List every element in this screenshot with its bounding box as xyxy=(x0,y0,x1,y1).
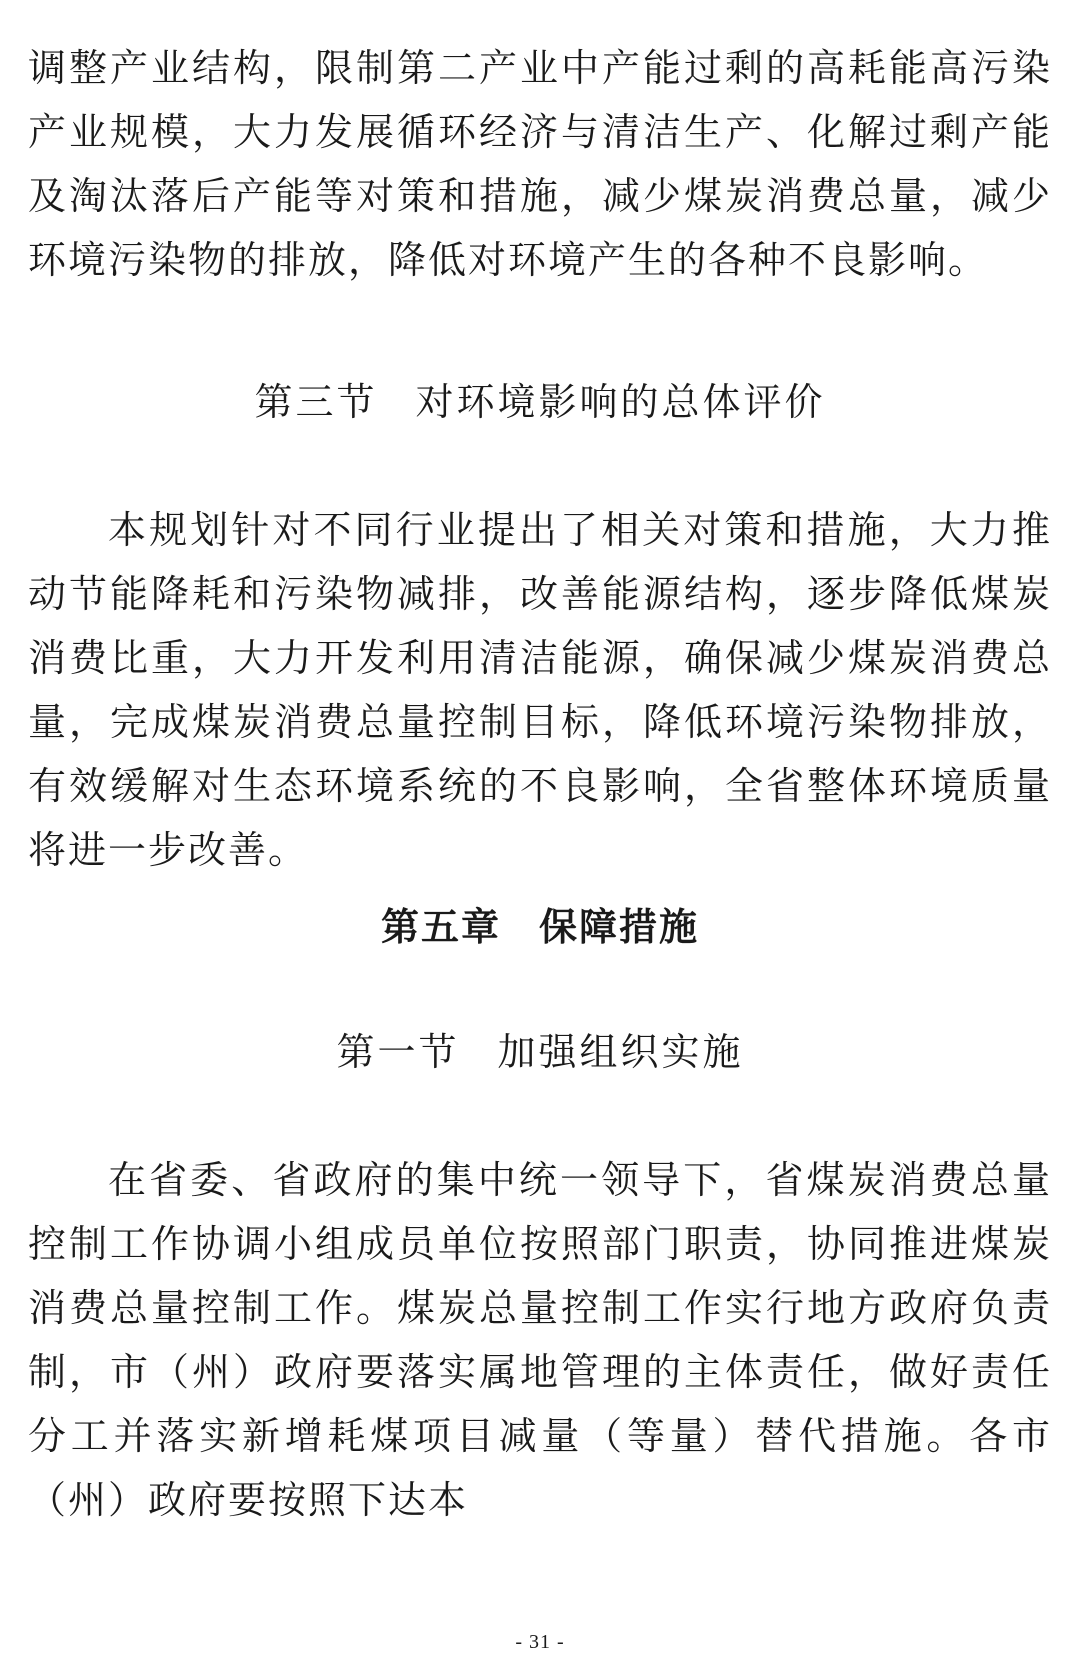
section-title: 加强组织实施 xyxy=(497,1030,744,1074)
paragraph-organization xyxy=(28,1148,1052,1532)
section-heading-1 xyxy=(0,1020,1080,1084)
paragraph-environment-evaluation xyxy=(28,498,1052,882)
section-title: 对环境影响的总体评价 xyxy=(415,380,826,424)
paragraph-text: 在省委、省政府的集中统一领导下，省煤炭消费总量控制工作协调小组成员单位按照部门职责，协同推进煤炭消费总量控制工作。煤炭总量控制工作实行地方政府负责制，市（州）政府要落实属地管理的主体责任，做好责任分工并落实新增耗煤项目减量（等量）替代措施。各市（州）政府要按照下达本 xyxy=(28,1158,1052,1522)
paragraph-text: 本规划针对不同行业提出了相关对策和措施，大力推动节能降耗和污染物减排，改善能源结构，逐步降低煤炭消费比重，大力开发利用清洁能源，确保减少煤炭消费总量，完成煤炭消费总量控制目标，降低环境污染物排放，有效缓解对生态环境系统的不良影响，全省整体环境质量将进一步改善。 xyxy=(28,508,1052,872)
paragraph-continuation xyxy=(28,36,1052,292)
chapter-title: 保障措施 xyxy=(539,905,700,949)
paragraph-text: 调整产业结构，限制第二产业中产能过剩的高耗能高污染产业规模，大力发展循环经济与清洁生产、化解过剩产能及淘汰落后产能等对策和措施，减少煤炭消费总量，减少环境污染物的排放，降低对环境产生的各种不良影响。 xyxy=(28,46,1052,282)
chapter-heading-5 xyxy=(0,895,1080,959)
section-heading-3 xyxy=(0,370,1080,434)
chapter-number: 第五章 xyxy=(380,905,501,949)
section-number: 第一节 xyxy=(336,1030,460,1074)
page-number: - 31 - xyxy=(515,1631,565,1653)
section-number: 第三节 xyxy=(254,380,378,424)
